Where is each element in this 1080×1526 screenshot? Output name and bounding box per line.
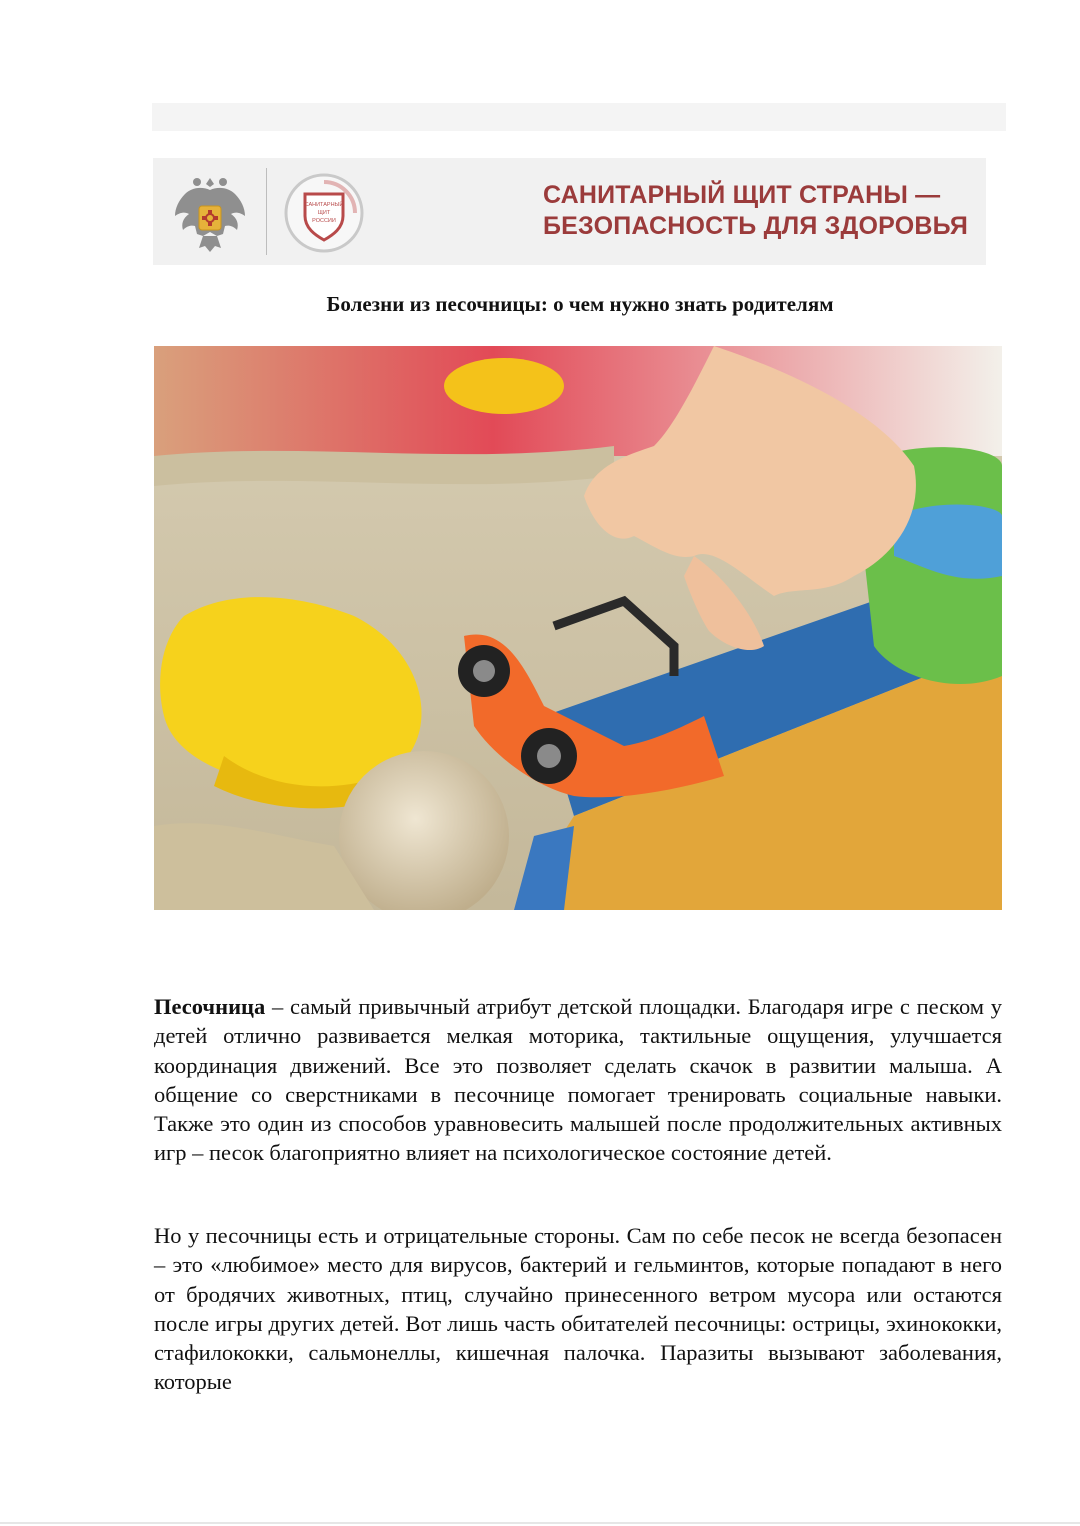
banner-divider (266, 168, 267, 255)
banner-title-line-1: САНИТАРНЫЙ ЩИТ СТРАНЫ — (543, 181, 941, 209)
shield-text-3: РОССИИ (312, 218, 336, 224)
banner-title (543, 180, 973, 242)
double-headed-eagle-icon (173, 172, 247, 254)
shield-text-2: ЩИТ (317, 210, 331, 216)
paragraph-1-term: Песочница (154, 994, 266, 1019)
paragraph-2-body: Но у песочницы есть и отрицательные стороны. Сам по себе песок не всегда безопасен – это «любимое» место для вирусов, бактерий и гельминтов, которые попадают в него от бродячих животных, птиц, случайно принесенного ветром мусора или остаются после игры других детей. Вот лишь часть обитателей песочницы: острицы, эхинококки, стафилококки, сальмонеллы, кишечная палочка. Паразиты вызывают заболевания, которые (154, 1223, 1002, 1395)
sandbox-photo (154, 346, 1002, 910)
paragraph-1 (154, 992, 1002, 1168)
article-headline: Болезни из песочницы: о чем нужно знать родителям (326, 292, 834, 316)
paragraph-1-body: – самый привычный атрибут детской площадки. Благодаря игре с песком у детей отлично развивается мелкая моторика, тактильные ощущения, улучшается координация движений. Все это позволяет сделать скачок в развитии малыша. А общение со сверстниками в песочнице помогает тренировать социальные навыки. Также это один из способов уравновесить малышей после продолжительных активных игр – песок благоприятно влияет на психологическое состояние детей. (154, 994, 1002, 1166)
sanitary-shield-icon (283, 172, 365, 254)
shield-text-1: САНИТАРНЫЙ (304, 202, 344, 208)
header-banner (153, 158, 986, 265)
page-top-bar (152, 103, 1006, 131)
banner-title-line-2: БЕЗОПАСНОСТЬ ДЛЯ ЗДОРОВЬЯ (543, 212, 969, 240)
page-bottom-line (0, 1522, 1080, 1524)
paragraph-2 (154, 1221, 1002, 1397)
